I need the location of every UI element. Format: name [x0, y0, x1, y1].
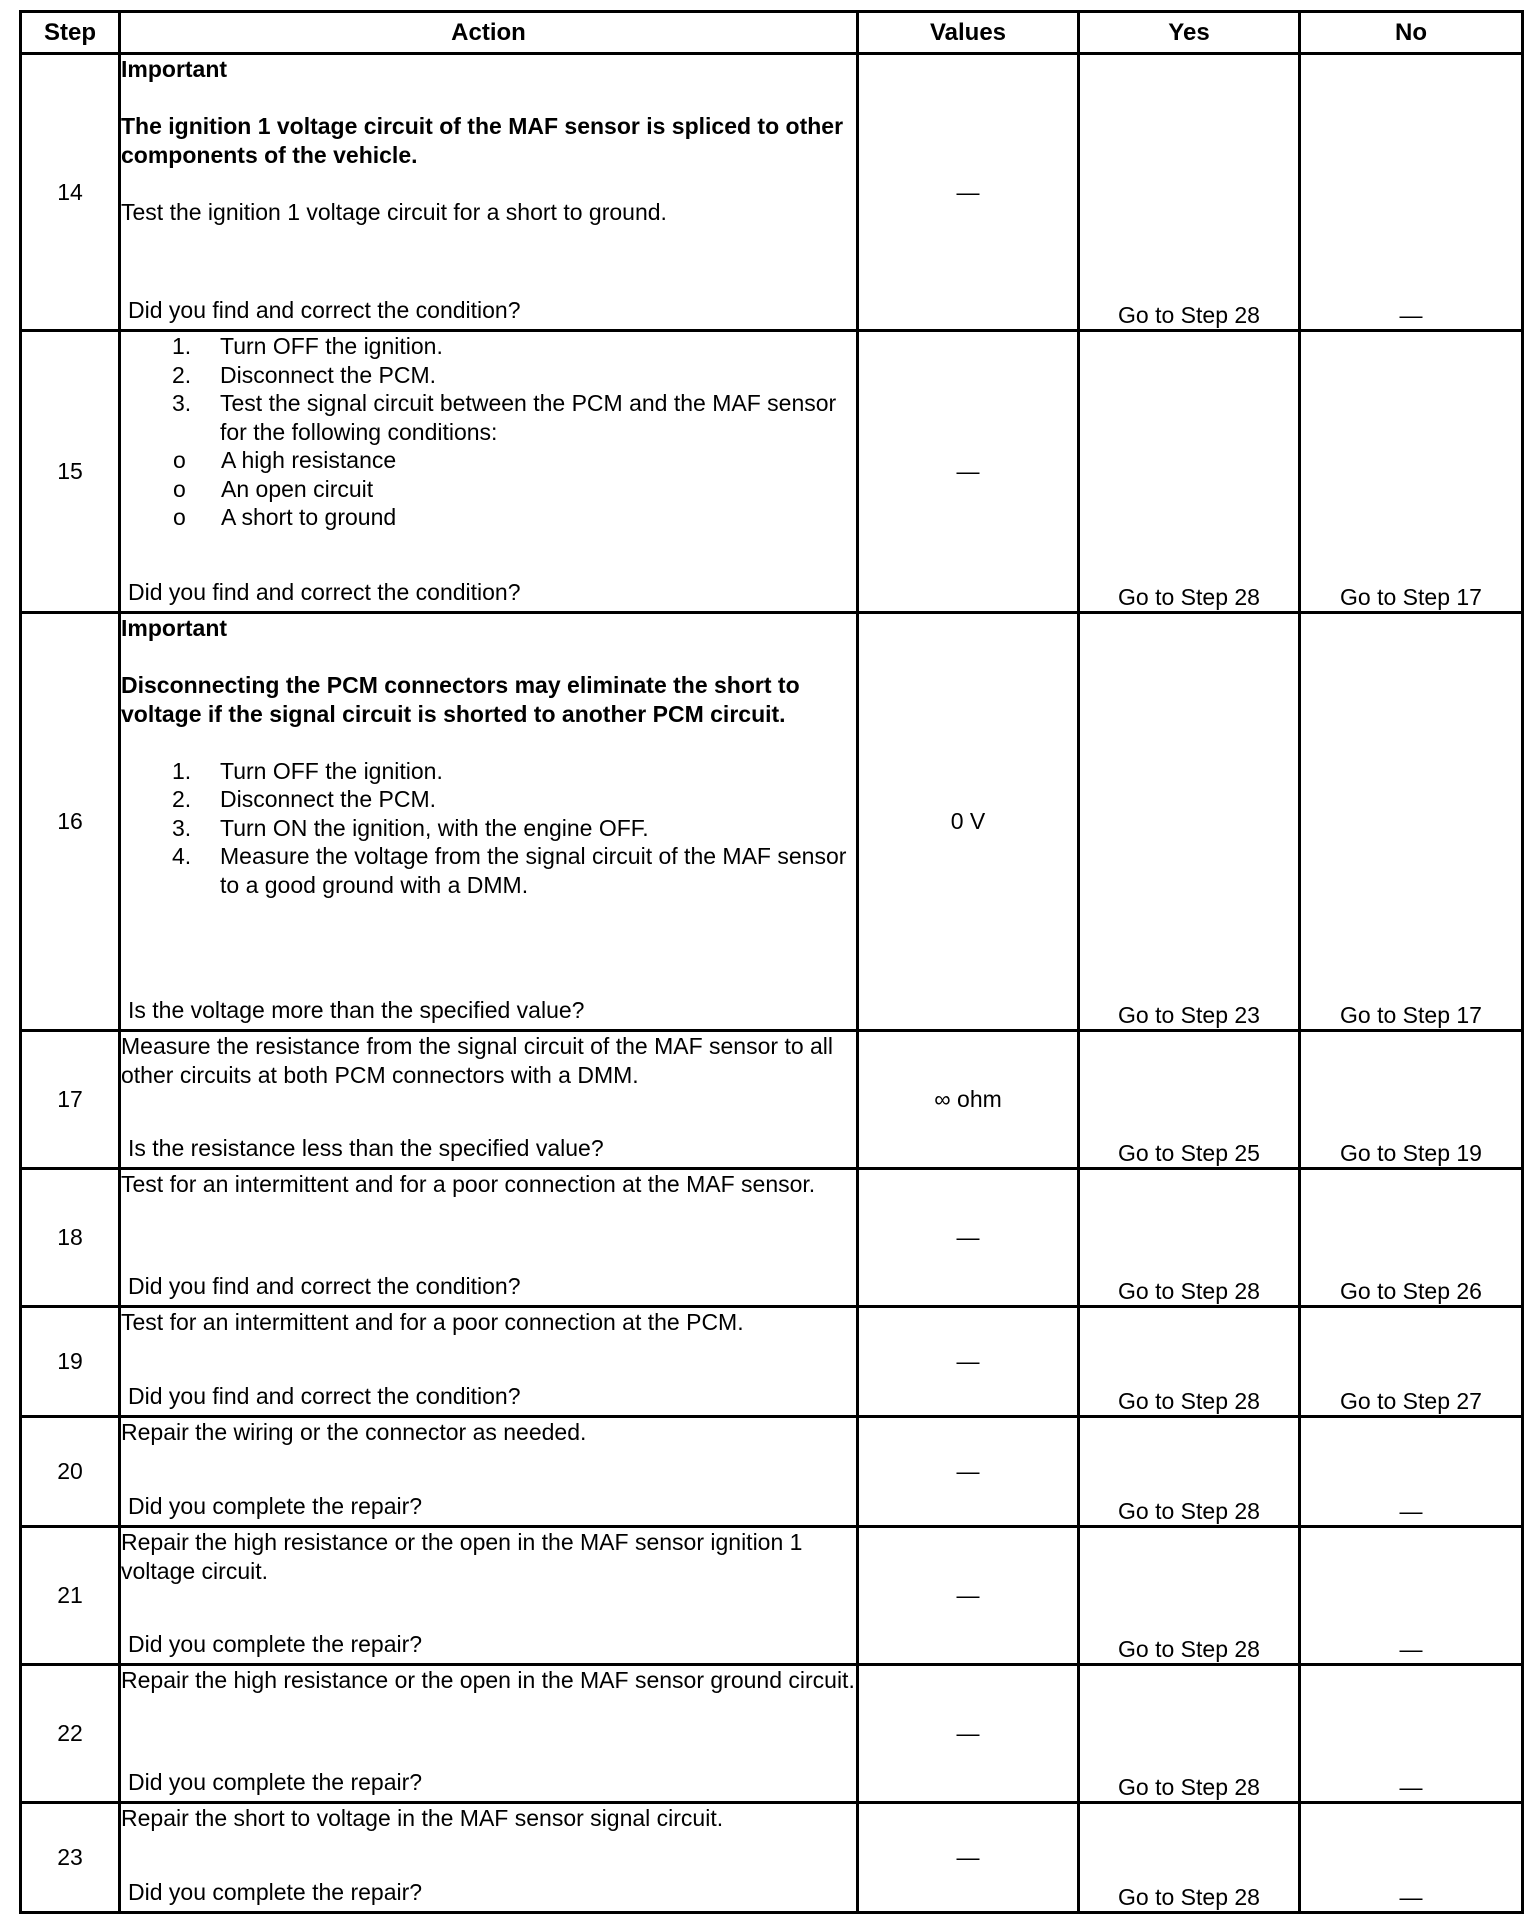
action-cell	[120, 1803, 858, 1913]
value-cell: —	[858, 1527, 1079, 1665]
action-question: Is the resistance less than the specified value?	[128, 1134, 604, 1161]
important-note: Disconnecting the PCM connectors may eliminate the short to voltage if the signal circuit is shorted to another PCM circuit.	[121, 672, 800, 727]
action-text: Repair the high resistance or the open in the MAF sensor ignition 1 voltage circuit.	[121, 1529, 803, 1584]
header-step: Step	[21, 12, 120, 54]
value-cell: 0 V	[858, 613, 1079, 1031]
no-cell: —	[1300, 1527, 1523, 1665]
list-item: 1. Turn OFF the ignition.	[172, 333, 443, 359]
action-cell	[120, 613, 858, 1031]
table-row	[21, 1417, 1523, 1527]
header-no: No	[1300, 12, 1523, 54]
step-number: 22	[21, 1665, 120, 1803]
yes-cell: Go to Step 28	[1079, 1307, 1300, 1417]
action-question: Did you complete the repair?	[128, 1768, 423, 1795]
table-row	[21, 1527, 1523, 1665]
value-cell: —	[858, 54, 1079, 331]
yes-cell: Go to Step 25	[1079, 1031, 1300, 1169]
important-label: Important	[121, 56, 228, 82]
action-cell	[120, 1527, 858, 1665]
action-text: Repair the short to voltage in the MAF sensor signal circuit.	[121, 1805, 724, 1831]
table-row	[21, 1665, 1523, 1803]
yes-cell: Go to Step 28	[1079, 331, 1300, 613]
value-cell: —	[858, 331, 1079, 613]
yes-cell: Go to Step 28	[1079, 1169, 1300, 1307]
action-text: Test for an intermittent and for a poor connection at the PCM.	[121, 1309, 744, 1335]
yes-cell: Go to Step 23	[1079, 613, 1300, 1031]
list-item: 1. Turn OFF the ignition.	[172, 757, 443, 784]
action-text: Measure the resistance from the signal circuit of the MAF sensor to all other circuits at both PCM connectors with a DMM.	[121, 1033, 834, 1088]
sub-item: o A high resistance	[173, 447, 397, 473]
header-values: Values	[858, 12, 1079, 54]
step-number: 17	[21, 1031, 120, 1169]
action-cell	[120, 1031, 858, 1169]
diagnostic-table	[19, 10, 1524, 1914]
action-text: Test the ignition 1 voltage circuit for a short to ground.	[121, 198, 667, 225]
step-number: 20	[21, 1417, 120, 1527]
action-question: Did you complete the repair?	[128, 1630, 423, 1657]
action-cell	[120, 1665, 858, 1803]
action-question: Did you find and correct the condition?	[128, 1272, 521, 1299]
value-cell: —	[858, 1665, 1079, 1803]
action-question: Is the voltage more than the specified value?	[128, 996, 585, 1023]
table-row	[21, 613, 1523, 1031]
list-item: 4. Measure the voltage from the signal circuit of the MAF sensor to a good ground with a DMM.	[172, 843, 847, 898]
action-question: Did you find and correct the condition?	[128, 578, 521, 605]
step-list	[121, 332, 856, 446]
step-number: 14	[21, 54, 120, 331]
step-number: 19	[21, 1307, 120, 1417]
action-question: Did you find and correct the condition?	[128, 1382, 521, 1409]
action-cell	[120, 1169, 858, 1307]
yes-cell: Go to Step 28	[1079, 1665, 1300, 1803]
step-number: 21	[21, 1527, 120, 1665]
value-cell: ∞ ohm	[858, 1031, 1079, 1169]
table-row	[21, 54, 1523, 331]
list-item: 3. Turn ON the ignition, with the engine OFF.	[172, 814, 649, 841]
no-cell: —	[1300, 1803, 1523, 1913]
table-row	[21, 1307, 1523, 1417]
yes-cell: Go to Step 28	[1079, 1803, 1300, 1913]
value-cell: —	[858, 1307, 1079, 1417]
no-cell: Go to Step 27	[1300, 1307, 1523, 1417]
step-number: 15	[21, 331, 120, 613]
header-row	[21, 12, 1523, 54]
list-item: 2. Disconnect the PCM.	[172, 786, 437, 812]
no-cell: Go to Step 17	[1300, 331, 1523, 613]
no-cell: —	[1300, 1665, 1523, 1803]
step-list	[121, 757, 856, 900]
no-cell: Go to Step 17	[1300, 613, 1523, 1031]
value-cell: —	[858, 1803, 1079, 1913]
sub-item: o A short to ground	[173, 504, 397, 530]
important-label: Important	[121, 615, 228, 641]
action-cell	[120, 54, 858, 331]
action-cell	[120, 1417, 858, 1527]
no-cell: —	[1300, 54, 1523, 331]
no-cell: —	[1300, 1417, 1523, 1527]
action-cell	[120, 1307, 858, 1417]
yes-cell: Go to Step 28	[1079, 1527, 1300, 1665]
value-cell: —	[858, 1169, 1079, 1307]
no-cell: Go to Step 19	[1300, 1031, 1523, 1169]
action-text: Repair the high resistance or the open in the MAF sensor ground circuit.	[121, 1667, 855, 1693]
list-item: 3. Test the signal circuit between the PCM and the MAF sensor for the following conditions:	[172, 390, 837, 445]
yes-cell: Go to Step 28	[1079, 1417, 1300, 1527]
header-yes: Yes	[1079, 12, 1300, 54]
action-question: Did you complete the repair?	[128, 1492, 423, 1519]
table-row	[21, 1803, 1523, 1913]
value-cell: —	[858, 1417, 1079, 1527]
step-number: 23	[21, 1803, 120, 1913]
sub-list	[121, 446, 856, 532]
action-text: Test for an intermittent and for a poor connection at the MAF sensor.	[121, 1171, 816, 1197]
table-row	[21, 331, 1523, 613]
action-text: Repair the wiring or the connector as needed.	[121, 1419, 587, 1445]
table-row	[21, 1169, 1523, 1307]
step-number: 16	[21, 613, 120, 1031]
step-number: 18	[21, 1169, 120, 1307]
no-cell: Go to Step 26	[1300, 1169, 1523, 1307]
sub-item: o An open circuit	[173, 475, 374, 502]
action-question: Did you find and correct the condition?	[128, 296, 521, 323]
header-action: Action	[120, 12, 858, 54]
action-cell	[120, 331, 858, 613]
table-row	[21, 1031, 1523, 1169]
yes-cell: Go to Step 28	[1079, 54, 1300, 331]
important-note: The ignition 1 voltage circuit of the MAF sensor is spliced to other components of the vehicle.	[121, 113, 844, 168]
list-item: 2. Disconnect the PCM.	[172, 361, 437, 388]
action-question: Did you complete the repair?	[128, 1878, 423, 1905]
